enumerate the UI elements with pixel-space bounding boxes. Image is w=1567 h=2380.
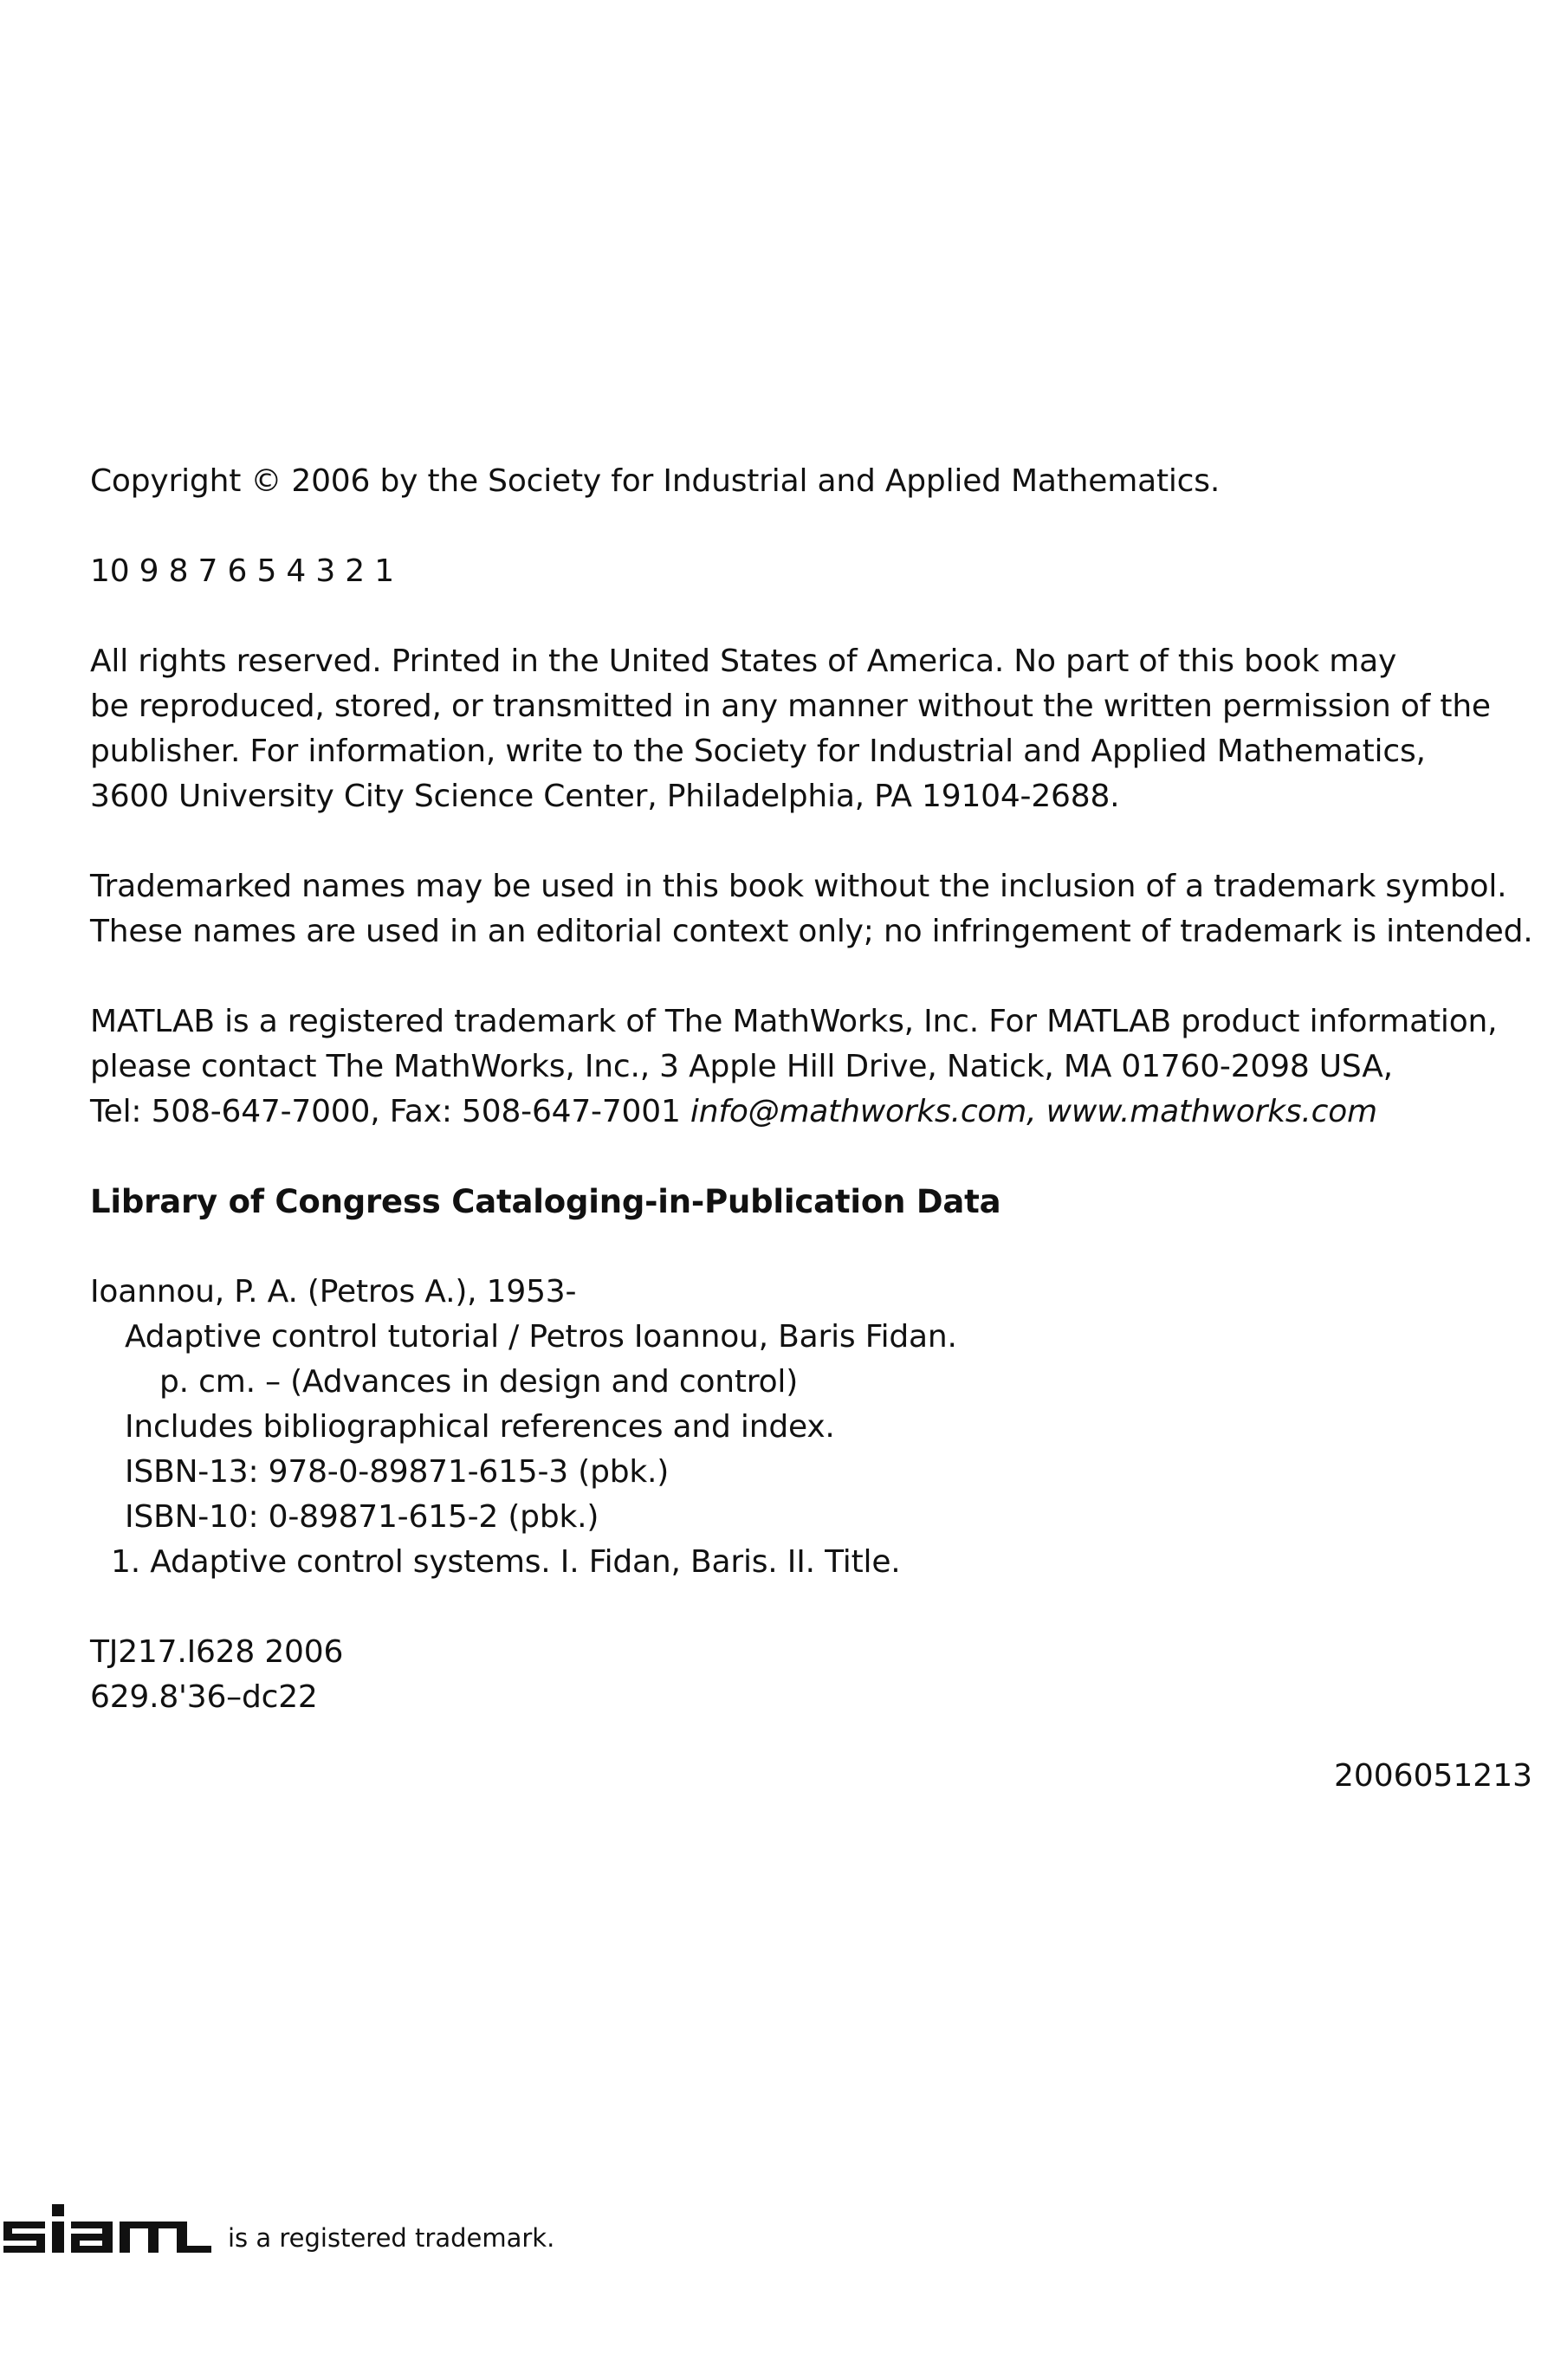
siam-logo xyxy=(0,2196,212,2256)
cip-heading: Library of Congress Cataloging-in-Publication Data xyxy=(90,1183,1001,1220)
matlab-line: MATLAB is a registered trademark of The MathWorks, Inc. For MATLAB product information, xyxy=(90,1004,1498,1039)
trademark-line: These names are used in an editorial context only; no infringement of trademark is intended. xyxy=(90,914,1533,949)
rights-line: be reproduced, stored, or transmitted in any manner without the written permission of the xyxy=(90,689,1491,724)
footer xyxy=(0,2196,554,2256)
rights-line: 3600 University City Science Center, Philadelphia, PA 19104-2688. xyxy=(90,779,1120,814)
trademark-line: Trademarked names may be used in this book without the inclusion of a trademark symbol. xyxy=(90,869,1507,904)
cip-isbn10: ISBN-10: 0-89871-615-2 (pbk.) xyxy=(125,1499,599,1535)
cip-series: p. cm. – (Advances in design and control) xyxy=(159,1364,799,1400)
dewey-number: 629.8'36–dc22 xyxy=(90,1679,318,1715)
rights-line: publisher. For information, write to the Society for Industrial and Applied Mathematics, xyxy=(90,734,1426,769)
classification xyxy=(90,1630,1528,1720)
trademark-paragraph xyxy=(90,864,1533,954)
matlab-line: please contact The MathWorks, Inc., 3 Apple Hill Drive, Natick, MA 01760-2098 USA, xyxy=(90,1049,1393,1084)
rights-line: All rights reserved. Printed in the United States of America. No part of this book may xyxy=(90,644,1397,679)
copyright-line: Copyright © 2006 by the Society for Industrial and Applied Mathematics. xyxy=(90,463,1221,499)
copyright-page xyxy=(90,459,1533,1720)
cip-isbn13: ISBN-13: 978-0-89871-615-3 (pbk.) xyxy=(125,1454,670,1490)
matlab-contact-line xyxy=(90,1090,1528,1135)
cip-author: Ioannou, P. A. (Petros A.), 1953- xyxy=(90,1274,577,1310)
rights-paragraph xyxy=(90,639,1528,819)
matlab-tel-fax: Tel: 508-647-7000, Fax: 508-647-7001 xyxy=(90,1094,690,1129)
printing-line: 10 9 8 7 6 5 4 3 2 1 xyxy=(90,553,394,589)
cip-title: Adaptive control tutorial / Petros Ioannou, Baris Fidan. xyxy=(125,1319,957,1355)
matlab-paragraph xyxy=(90,999,1528,1135)
cip-subjects: 1. Adaptive control systems. I. Fidan, Baris. II. Title. xyxy=(111,1544,901,1580)
footer-text: is a registered trademark. xyxy=(228,2223,555,2253)
cip-record xyxy=(90,1270,1528,1585)
lccn-number: 2006051213 xyxy=(1333,1758,1532,1794)
matlab-email-web: info@mathworks.com, www.mathworks.com xyxy=(690,1094,1377,1129)
lc-call-number: TJ217.I628 2006 xyxy=(90,1634,344,1670)
cip-notes: Includes bibliographical references and index. xyxy=(125,1409,835,1445)
